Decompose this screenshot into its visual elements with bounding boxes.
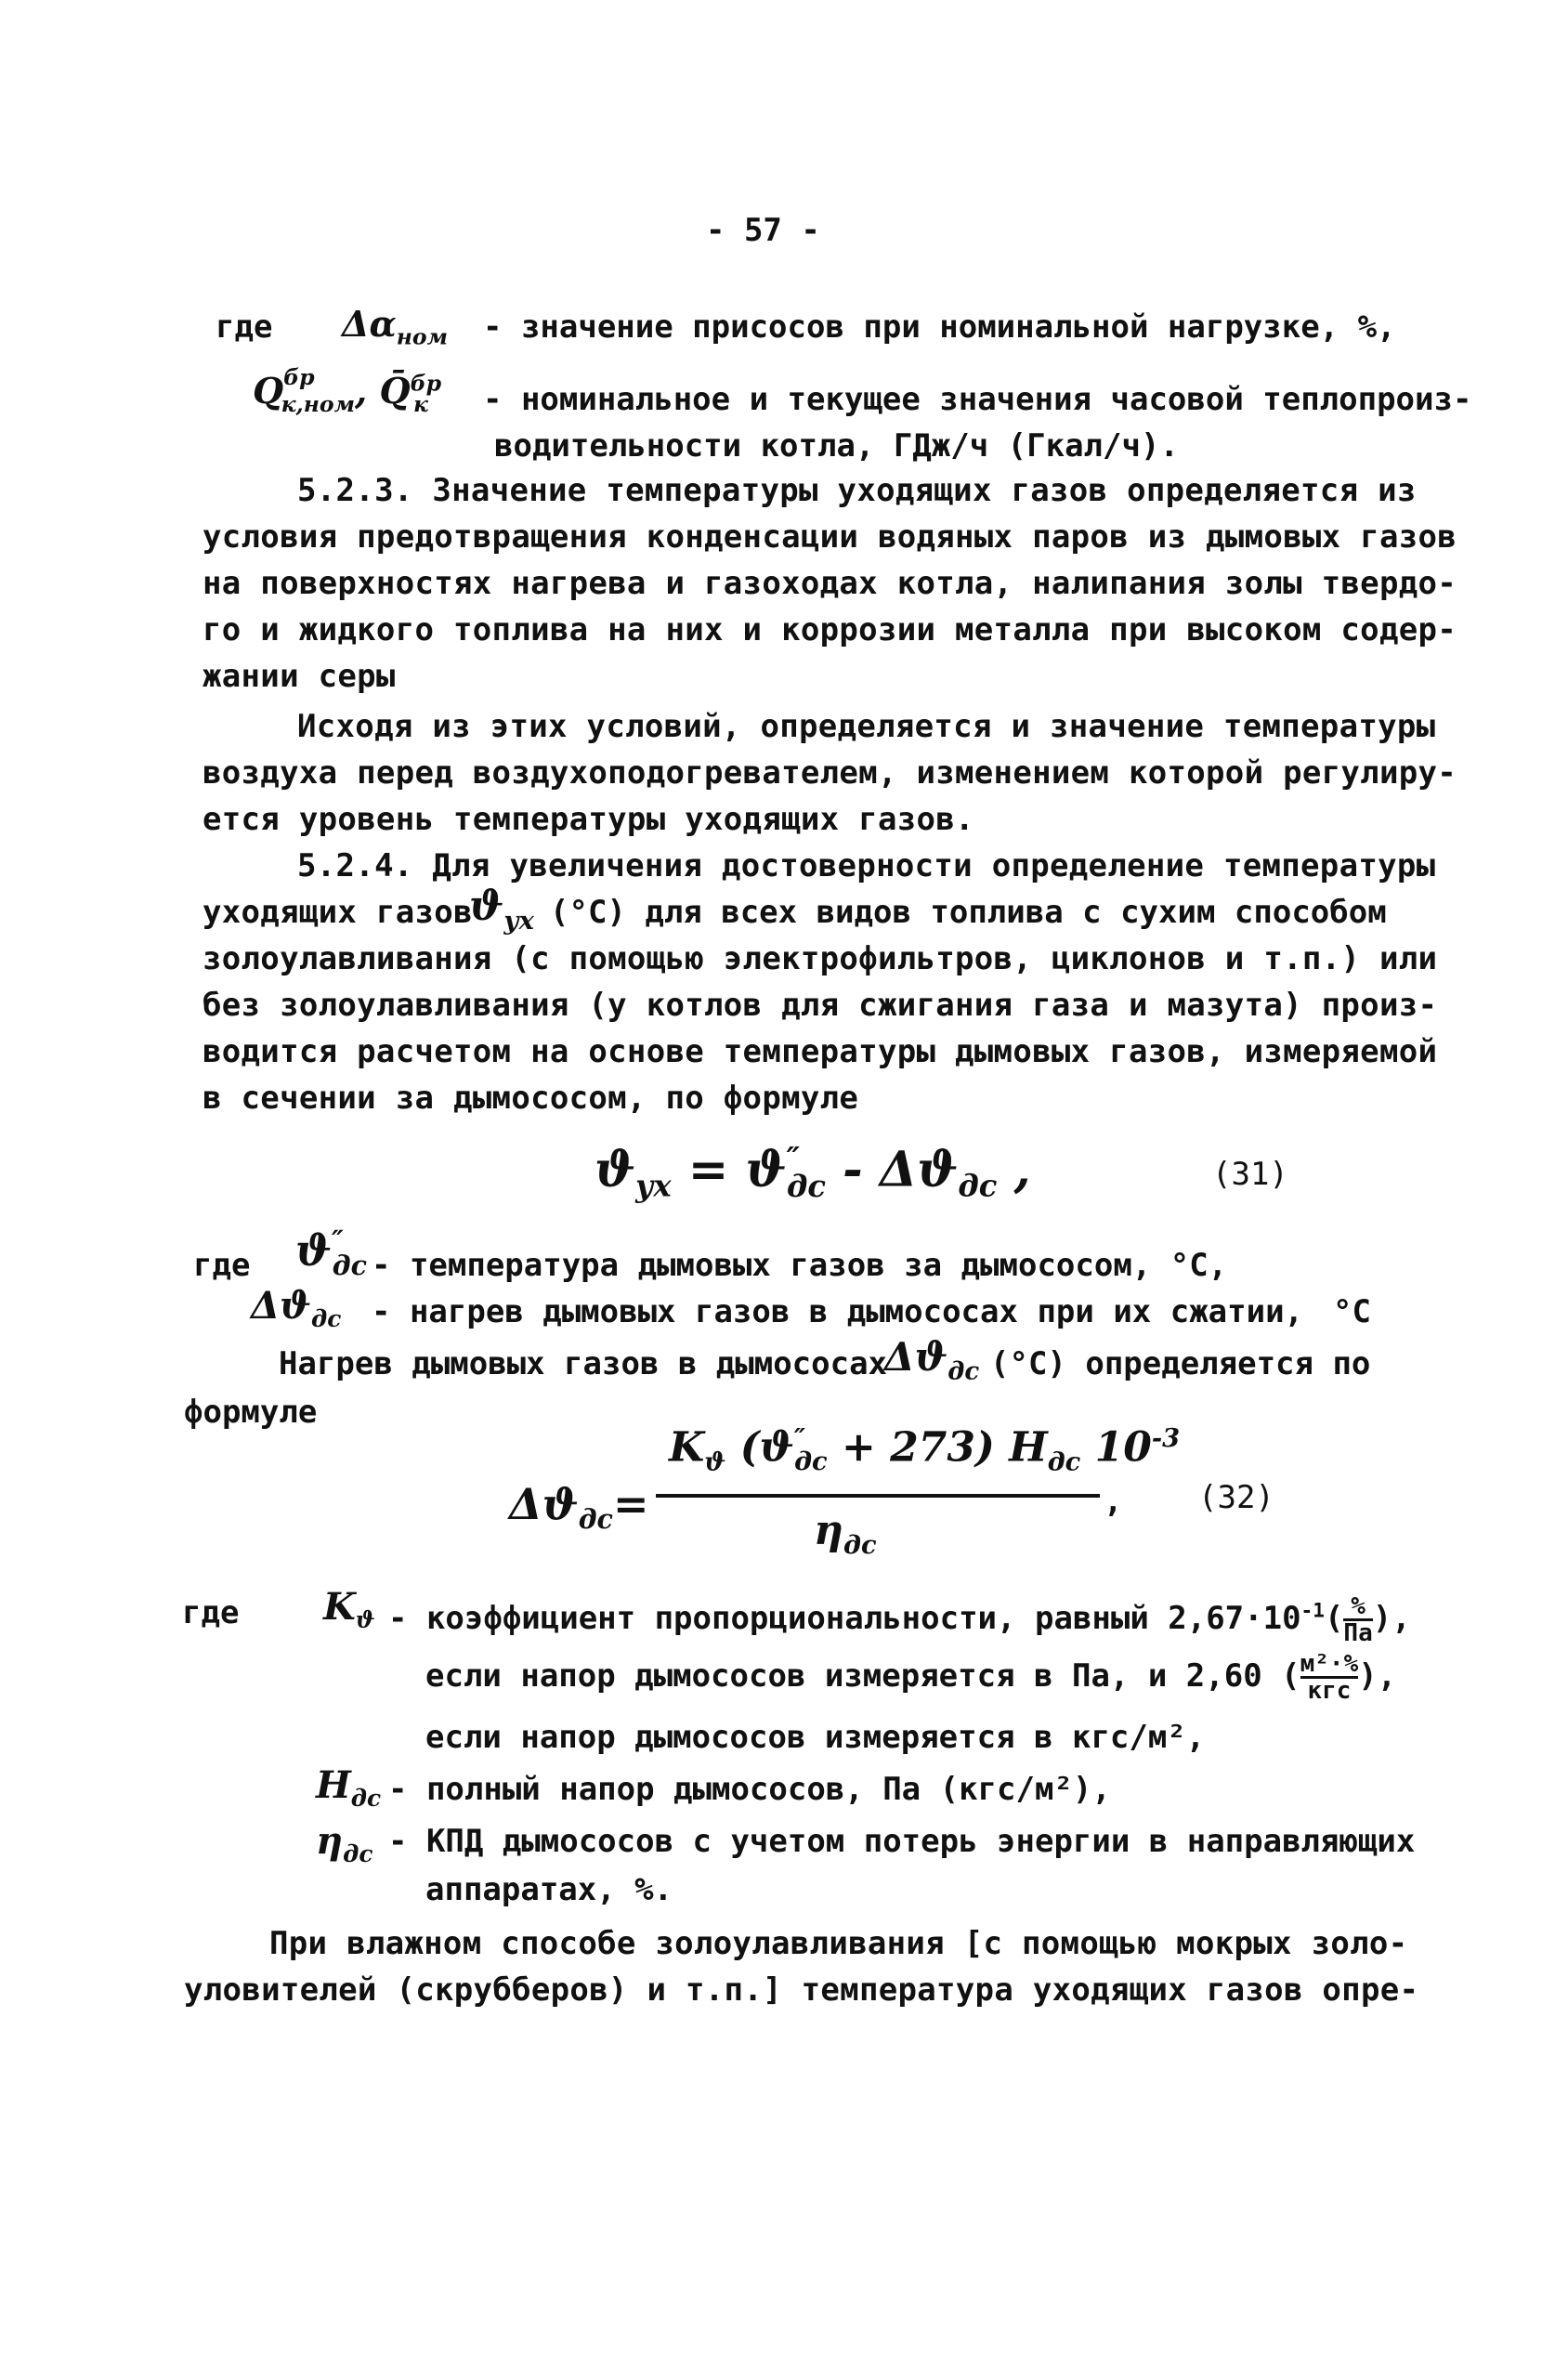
def-eta-text: - КПД дымососов с учетом потерь энергии в направляющих [388, 1823, 1416, 1860]
equation-32-comma: , [1104, 1483, 1123, 1520]
text-line: условия предотвращения конденсации водяных паров из дымовых газов [203, 518, 1457, 556]
text-line: уловителей (скрубберов) и т.п.] температура уходящих газов опре- [184, 1971, 1419, 2009]
def-k-text: - коэффициент пропорциональности, равный $2,67\cdot 10^{-1}$( % Па ), [388, 1592, 1411, 1647]
theta-yx-symbol: $ϑ_{ух}$ [469, 883, 534, 936]
def-q-text-cont: водительности котла, ГДж/ч (Гкал/ч). [494, 427, 1179, 465]
text-line: на поверхностях нагрева и газоходах котла, налипания золы твердо- [203, 565, 1457, 602]
def-q-text: - номинальное и текущее значения часовой теплопроиз- [483, 381, 1472, 418]
equation-32-lhs: $\Delta ϑ_{дс}=$ [509, 1479, 649, 1536]
text-line: 5.2.4. Для увеличения достоверности определение температуры [297, 847, 1436, 884]
delta-theta-dc-symbol: $\Delta ϑ_{дс}$ [251, 1284, 342, 1332]
eta-dc-symbol: $\eta_{дс}$ [316, 1819, 373, 1867]
text-line: уходящих газов [203, 894, 473, 931]
def-delta-theta-text: - нагрев дымовых газов в дымососах при их сжатии, [372, 1293, 1304, 1330]
page-number: - 57 - [706, 212, 820, 249]
theta-dc-symbol: $ϑ''_{дс}$ [295, 1224, 367, 1281]
def-k-text-c: если напор дымососов измеряется в кгс/м², [425, 1719, 1206, 1756]
k-theta-symbol: $K_ϑ$ [323, 1585, 375, 1633]
frac-num: % [1343, 1594, 1372, 1621]
equation-32-numerator: $K_ϑ$ $(ϑ''_{дс} + 273)$ $H_{дс}$ $10^{-3}$ [669, 1423, 1181, 1477]
delta-theta-dc-inline: $\Delta ϑ_{дс}$ [884, 1334, 980, 1386]
text-line: воздуха перед воздухоподогревателем, изменением которой регулиру- [203, 754, 1457, 792]
heat-intro-text-b: (°С) определяется по [990, 1345, 1371, 1382]
text-line: При влажном способе золоулавливания [с помощью мокрых золо- [269, 1925, 1408, 1962]
text-line: в сечении за дымососом, по формуле [203, 1080, 859, 1117]
text-line: го и жидкого топлива на них и коррозии металла при высоком содер- [203, 611, 1457, 648]
equation-32-denominator: $\eta_{дс}$ [814, 1507, 877, 1560]
def-eta-text-cont: аппаратах, %. [425, 1871, 673, 1908]
def-k-text-b: если напор дымососов измеряется в Па, и 2,60 ( м²·% кгс ), [425, 1650, 1397, 1705]
heat-intro-formula-word: формуле [184, 1394, 318, 1431]
text-line: жании серы [203, 658, 396, 695]
text-line: водится расчетом на основе температуры дымовых газов, измеряемой [203, 1033, 1438, 1070]
frac-den: Па [1343, 1619, 1373, 1647]
text-line: 5.2.3. Значение температуры уходящих газов определяется из [297, 472, 1417, 509]
q-nom-symbol: $Q^{бр}_{к,ном}$, Q̄$^{бр}_к$ [253, 364, 442, 417]
text-line: без золоулавливания (у котлов для сжигания газа и мазута) произ- [203, 987, 1438, 1024]
def-delta-theta-unit: °С [1333, 1293, 1371, 1330]
where-label: где [193, 1247, 251, 1284]
def-delta-alpha-text: - значение присосов при номинальной нагрузке, %, [483, 308, 1396, 346]
def-h-text: - полный напор дымососов, Па (кгс/м²), [388, 1771, 1111, 1808]
def-theta-dc-text: - температура дымовых газов за дымососом, °С, [372, 1247, 1228, 1284]
equation-32-number: (32) [1198, 1479, 1274, 1516]
text-line: (°С) для всех видов топлива с сухим способом [550, 894, 1387, 931]
heat-intro-text: Нагрев дымовых газов в дымососах [279, 1345, 888, 1382]
text-line: Исходя из этих условий, определяется и значение температуры [297, 708, 1436, 745]
fraction-bar [656, 1494, 1100, 1498]
equation-31-number: (31) [1212, 1156, 1288, 1193]
h-dc-symbol: $H_{дс}$ [316, 1763, 382, 1812]
frac2-den: кгс [1307, 1677, 1352, 1705]
frac2-num: м²·% [1300, 1650, 1359, 1678]
equation-31-body: $ϑ_{ух} = ϑ''_{дс} - \Delta ϑ_{дс}$ , [595, 1141, 1031, 1204]
delta-alpha-symbol: $\Delta\alpha_{ном}$ [342, 303, 448, 350]
text-line: золоулавливания (с помощью электрофильтров, циклонов и т.п.) или [203, 940, 1438, 977]
where-label: где [216, 308, 273, 346]
text-line: ется уровень температуры уходящих газов. [203, 801, 974, 838]
where-label: где [182, 1594, 240, 1631]
